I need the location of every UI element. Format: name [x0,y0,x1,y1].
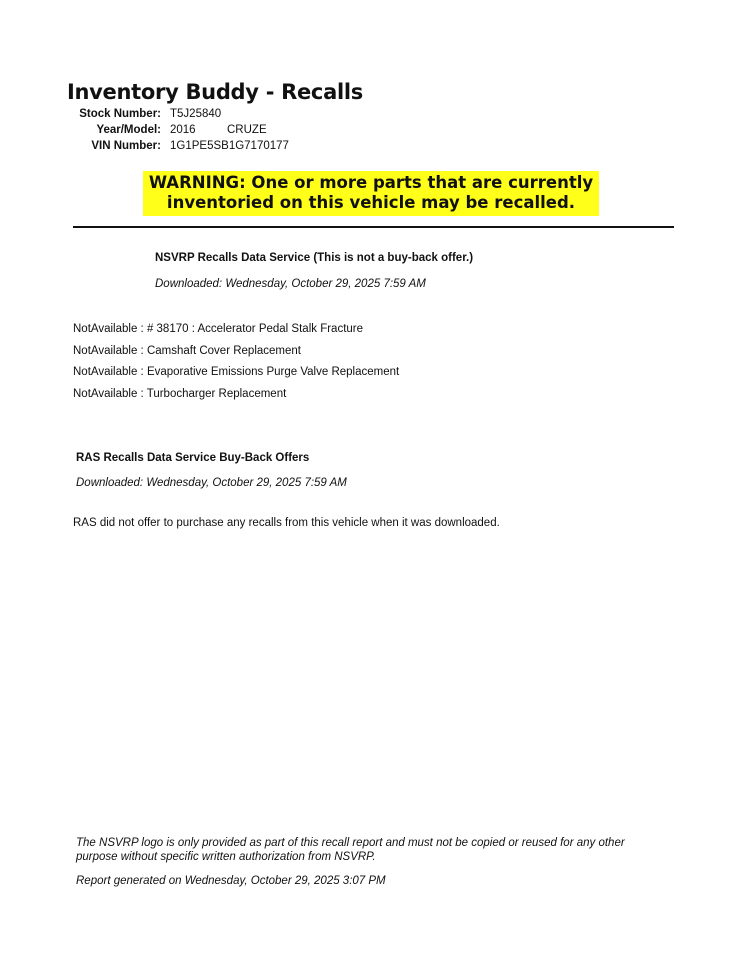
stock-value: T5J25840 [170,108,222,120]
list-item: NotAvailable : Camshaft Cover Replacement [73,344,301,357]
footer-generated: Report generated on Wednesday, October 29, 2025 3:07 PM [76,875,386,887]
stock-label: Stock Number: [79,108,161,120]
list-item: NotAvailable : Turbocharger Replacement [73,388,287,401]
vin-label: VIN Number: [91,140,161,152]
yearmodel-row [0,124,742,140]
yearmodel-label: Year/Model: [96,124,161,136]
ras-downloaded: Downloaded: Wednesday, October 29, 2025 7:59 AM [76,477,347,489]
recall-list [73,323,399,410]
warning-line-1: WARNING: One or more parts that are currently [148,173,594,192]
warning-banner [143,171,599,216]
ras-message: RAS did not offer to purchase any recalls from this vehicle when it was downloaded. [73,517,500,529]
page-title: Inventory Buddy - Recalls [67,80,363,104]
stock-row [0,108,742,124]
list-item: NotAvailable : # 38170 : Accelerator Pedal Stalk Fracture [73,323,364,335]
vin-value: 1G1PE5SB1G7170177 [170,140,289,152]
divider [73,226,674,228]
list-item: NotAvailable : Evaporative Emissions Purge Valve Replacement [73,366,400,379]
model-value: CRUZE [227,124,267,136]
nsvrp-downloaded: Downloaded: Wednesday, October 29, 2025 7:59 AM [155,278,426,290]
ras-heading: RAS Recalls Data Service Buy-Back Offers [76,452,310,464]
year-value: 2016 [170,124,196,136]
warning-line-2: inventoried on this vehicle may be recalled. [166,193,576,212]
footer-disclaimer: The NSVRP logo is only provided as part of this recall report and must not be copied or reused for any other purpose without specific written authorization from NSVRP. [76,837,625,863]
vehicle-meta [0,108,742,156]
vin-row [0,140,742,156]
nsvrp-heading: NSVRP Recalls Data Service (This is not a buy-back offer.) [155,252,474,264]
